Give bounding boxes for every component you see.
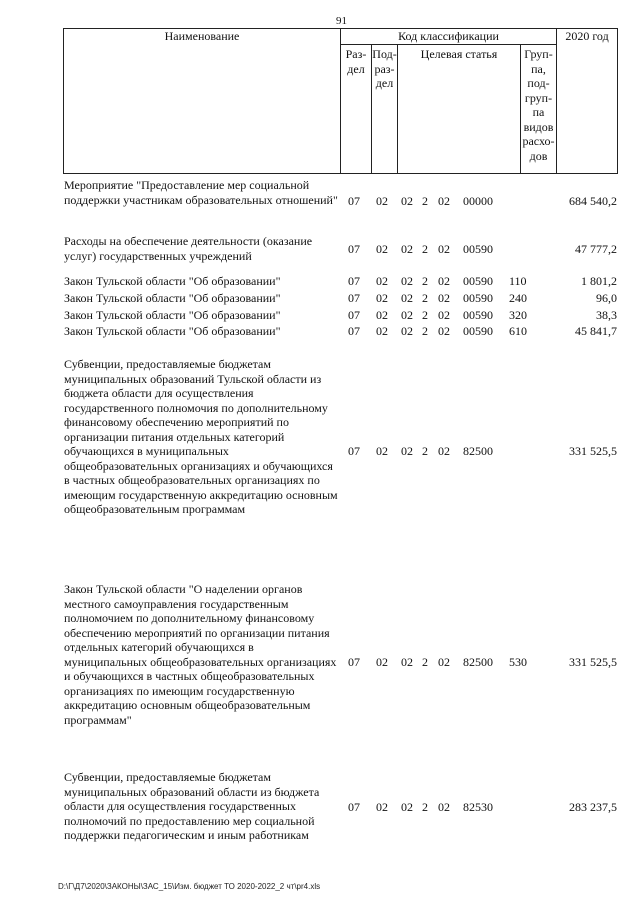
row-razdel: 07 — [348, 291, 360, 305]
row-name: Закон Тульской области "Об образовании" — [64, 291, 281, 305]
row-razdel: 07 — [348, 194, 360, 208]
file-path-footer: D:\Г\Д7\2020\ЗАКОНЫ\ЗАС_15\Изм. бюджет ТО 2020-2022_2 чт\pr4.xls — [58, 882, 321, 891]
table-row — [64, 234, 617, 266]
row-target-1: 02 — [401, 194, 413, 208]
header-name: Наименование — [64, 29, 341, 174]
row-name: Закон Тульской области "О наделении органов местного самоуправления государственным полномочием по дополнительному финансовому обеспечению мероприятий по организации питания отдельных категорий обучающихся в муниципальных общеобразовательных организациях и обучающихся в частных общеобразовательных организациях по имеющим государственную аккредитацию основным общеобразовательным программам" — [64, 582, 337, 727]
row-podrazdel: 02 — [376, 444, 388, 458]
row-group: 610 — [509, 324, 527, 338]
table-row — [64, 291, 617, 306]
row-razdel: 07 — [348, 800, 360, 814]
row-target-4: 00590 — [463, 308, 493, 322]
row-sum: 684 540,2 — [569, 194, 617, 208]
row-target-1: 02 — [401, 655, 413, 669]
row-razdel: 07 — [348, 274, 360, 288]
row-target-2: 2 — [422, 242, 428, 256]
header-podrazdel: Под- раз- дел — [372, 45, 398, 174]
row-name: Мероприятие "Предоставление мер социальной поддержки участникам образовательных отношений" — [64, 178, 338, 207]
row-target-2: 2 — [422, 655, 428, 669]
row-sum: 38,3 — [596, 308, 617, 322]
row-group: 530 — [509, 655, 527, 669]
page-number: 91 — [336, 15, 347, 27]
row-target-1: 02 — [401, 274, 413, 288]
row-name: Закон Тульской области "Об образовании" — [64, 324, 281, 338]
header-code: Код классификации — [341, 29, 557, 45]
row-target-2: 2 — [422, 274, 428, 288]
row-target-4: 82500 — [463, 655, 493, 669]
row-sum: 45 841,7 — [575, 324, 617, 338]
row-target-2: 2 — [422, 800, 428, 814]
header-razdel: Раз- дел — [341, 45, 372, 174]
row-sum: 283 237,5 — [569, 800, 617, 814]
header-group: Груп- па, под- груп- па видов расхо- дов — [521, 45, 557, 174]
row-podrazdel: 02 — [376, 194, 388, 208]
row-name: Субвенции, предоставляемые бюджетам муниципальных образований Тульской области из бюджета области для осуществления государственного полномочия по дополнительному финансовому обеспечению мероприятий по организации питания отдельных категорий обучающихся в муниципальных общеобразовательных организациях и обучающихся в частных общеобразовательных организациях по имеющим государственную аккредитацию основным общеобразовательным программам — [64, 357, 338, 516]
row-razdel: 07 — [348, 444, 360, 458]
row-group: 110 — [509, 274, 527, 288]
row-target-3: 02 — [438, 324, 450, 338]
table-row — [64, 274, 617, 289]
row-target-2: 2 — [422, 194, 428, 208]
row-group: 240 — [509, 291, 527, 305]
row-target-3: 02 — [438, 194, 450, 208]
table-row — [64, 324, 617, 339]
row-target-1: 02 — [401, 324, 413, 338]
table-row — [64, 582, 617, 742]
row-target-2: 2 — [422, 444, 428, 458]
row-podrazdel: 02 — [376, 242, 388, 256]
row-podrazdel: 02 — [376, 655, 388, 669]
row-sum: 47 777,2 — [575, 242, 617, 256]
row-target-2: 2 — [422, 308, 428, 322]
row-target-2: 2 — [422, 291, 428, 305]
row-name: Расходы на обеспечение деятельности (оказание услуг) государственных учреждений — [64, 234, 313, 263]
row-target-1: 02 — [401, 800, 413, 814]
row-target-4: 82530 — [463, 800, 493, 814]
row-podrazdel: 02 — [376, 308, 388, 322]
row-podrazdel: 02 — [376, 800, 388, 814]
row-target-1: 02 — [401, 242, 413, 256]
row-target-3: 02 — [438, 308, 450, 322]
row-target-1: 02 — [401, 444, 413, 458]
row-target-4: 00590 — [463, 274, 493, 288]
row-target-4: 00000 — [463, 194, 493, 208]
row-target-3: 02 — [438, 800, 450, 814]
row-razdel: 07 — [348, 308, 360, 322]
row-name: Закон Тульской области "Об образовании" — [64, 308, 281, 322]
row-podrazdel: 02 — [376, 324, 388, 338]
row-target-4: 00590 — [463, 291, 493, 305]
row-group: 320 — [509, 308, 527, 322]
row-target-4: 82500 — [463, 444, 493, 458]
row-target-4: 00590 — [463, 242, 493, 256]
row-target-4: 00590 — [463, 324, 493, 338]
row-razdel: 07 — [348, 324, 360, 338]
row-target-3: 02 — [438, 242, 450, 256]
table-row — [64, 178, 617, 224]
row-razdel: 07 — [348, 655, 360, 669]
row-podrazdel: 02 — [376, 274, 388, 288]
row-target-3: 02 — [438, 291, 450, 305]
row-target-1: 02 — [401, 291, 413, 305]
row-name: Закон Тульской области "Об образовании" — [64, 274, 281, 288]
table-header — [63, 28, 618, 174]
row-name: Субвенции, предоставляемые бюджетам муниципальных образований области из бюджета области для осуществления государственных полномочий по предоставлению мер социальной поддержки педагогическим и иным работникам — [64, 770, 320, 842]
table-row — [64, 308, 617, 323]
table-row — [64, 770, 617, 860]
row-target-1: 02 — [401, 308, 413, 322]
header-target: Целевая статья — [398, 45, 521, 174]
row-target-3: 02 — [438, 444, 450, 458]
row-sum: 331 525,5 — [569, 655, 617, 669]
row-target-3: 02 — [438, 274, 450, 288]
row-target-3: 02 — [438, 655, 450, 669]
row-sum: 1 801,2 — [581, 274, 617, 288]
header-year: 2020 год — [557, 29, 618, 174]
row-sum: 331 525,5 — [569, 444, 617, 458]
row-razdel: 07 — [348, 242, 360, 256]
row-podrazdel: 02 — [376, 291, 388, 305]
row-target-2: 2 — [422, 324, 428, 338]
table-row — [64, 357, 617, 547]
row-sum: 96,0 — [596, 291, 617, 305]
